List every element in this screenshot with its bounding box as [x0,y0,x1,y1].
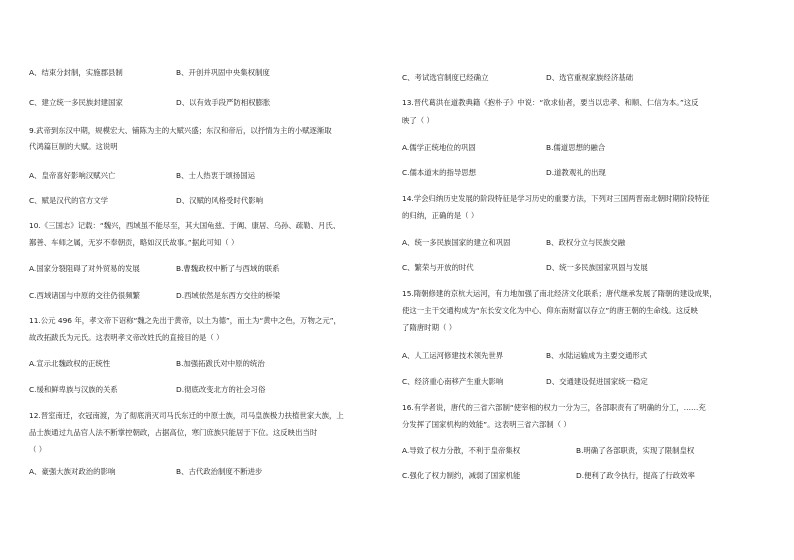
q16-option-d: D.便利了政令执行，提高了行政效率 [576,471,695,480]
q11-stem-line-2: 故改拓跋氏为元氏。这表明孝文帝改姓氏的直接目的是（ ） [29,333,224,342]
q16-option-b: B.明确了各部职责，实现了限制皇权 [576,446,695,455]
q15-stem-line-2: 使这一主干交通构成为“东长安文化为中心、仰东南财富以存立”的唐王朝的生命线。这反映 [402,306,698,315]
q13-option-c: C.儒本道末的指导思想 [402,168,477,177]
q12-option-c: C、考试选官制度已经确立 [402,73,489,82]
q8-option-c: C、建立统一多民族封建国家 [29,98,123,107]
q9-option-c: C、赋是汉代的官方文学 [29,196,109,205]
q9-option-d: D、汉赋的风格受时代影响 [176,196,263,205]
q12-stem-line-2: 品士族通过九品官人法不断掌控朝政，占据高位，寒门庶族只能居于下位。这反映出当时 [29,428,318,437]
q10-option-c: C.西域诸国与中原的交往仍很频繁 [29,291,140,300]
q8-option-d: D、以有效手段严防相权膨胀 [176,98,271,107]
q8-option-b: B、开创并巩固中央集权制度 [176,68,270,77]
q11-option-c: C.缓和鲜卑族与汉族的关系 [29,385,118,394]
q9-option-a: A、皇帝喜好影响汉赋兴亡 [29,171,116,180]
q15-option-c: C、经济重心南移产生重大影响 [402,377,504,386]
q10-option-a: A.国家分裂阻碍了对外贸易的发展 [29,264,140,273]
q12-stem-line-1: 12.晋室南迁，衣冠南渡，为了彻底消灭司马氏东迁的中原士族，司马皇族极力扶植世家大族，上 [29,411,344,420]
q16-stem-line-2: 分发挥了国家机构的效能”。这表明三省六部制（ ） [402,420,571,429]
q13-option-a: A.儒学正统地位的巩固 [402,143,476,152]
q16-stem-line-1: 16.有学者说，唐代的三省六部制“使宰相的权力一分为三，各部职责有了明确的分工，……充 [402,403,706,412]
q11-option-a: A.宣示北魏政权的正统性 [29,359,111,368]
q10-option-b: B.曹魏政权中断了与西域的联系 [176,264,280,273]
q16-option-a: A.导致了权力分散，不利于皇帝集权 [402,446,521,455]
q15-stem-line-1: 15.隋朝修建的京杭大运河，有力地加强了南北经济文化联系；唐代继承发展了隋朝的建设成果， [402,289,717,298]
q12-option-a: A、豪强大族对政治的影响 [29,467,116,476]
q10-stem-line-2: 鄯善、车师之属，无岁不奉朝贡，略如汉氏故事。”据此可知（ ） [29,238,239,247]
q15-option-a: A、人工运河修建技术领先世界 [402,351,504,360]
q11-stem-line-1: 11.公元 496 年，孝文帝下诏称“魏之先出于黄帝，以土为德”，而土为“黄中之色，万物之元”， [29,316,341,325]
q14-option-a: A、统一多民族国家的建立和巩固 [402,238,511,247]
q13-option-b: B.儒道思想的融合 [546,143,606,152]
q11-option-b: B.加强拓跋氏对中原的统治 [176,359,265,368]
q12-option-d: D、选官重视家族经济基础 [546,73,633,82]
q15-stem-line-3: 了隋唐时期（ ） [402,323,457,332]
q13-stem-line-2: 映了（ ） [402,116,434,125]
q9-option-b: B、士人热衷于颂扬国运 [176,171,255,180]
q15-option-d: D、交通建设促进国家统一稳定 [546,377,648,386]
q12-stem-line-3: （ ） [29,445,47,454]
q10-option-d: D.西域依然是东西方交往的桥梁 [176,291,281,300]
q14-option-d: D、统一多民族国家巩固与发展 [546,263,648,272]
q14-stem-line-2: 的归纳，正确的是（ ） [402,211,479,220]
q13-option-d: D.道教观礼的出现 [546,168,606,177]
q11-option-d: D.彻底改变北方的社会习俗 [176,385,266,394]
q13-stem-line-1: 13.晋代葛洪在道教典籍《抱朴子》中说：“欲求仙者，要当以忠孝、和顺、仁信为本。”这反 [402,98,699,107]
q9-stem-line-1: 9.武帝到东汉中期，规模宏大、铺陈为主的大赋兴盛；东汉和帝后，以抒情为主的小赋逐渐取 [29,126,332,135]
q14-option-c: C、繁荣与开放的时代 [402,263,474,272]
q14-stem-line-1: 14.学会归纳历史发展的阶段特征是学习历史的重要方法，下列对三国两晋南北朝时期阶段特征 [402,194,710,203]
q8-option-a: A、结束分封制，实施郡县制 [29,68,123,77]
q14-option-b: B、政权分立与民族交融 [546,238,625,247]
q15-option-b: B、水陆运输成为主要交通形式 [546,351,648,360]
q12-option-b: B、古代政治制度不断进步 [176,467,263,476]
q9-stem-line-2: 代鸿篇巨制的大赋。这说明 [29,142,118,151]
q10-stem-line-1: 10.《三国志》记载：“魏兴，西域虽不能尽至，其大国龟兹、于阗、康居、乌孙、疏勒、月氏、 [29,221,341,230]
q16-option-c: C.强化了权力制约，减弱了国家机能 [402,471,521,480]
